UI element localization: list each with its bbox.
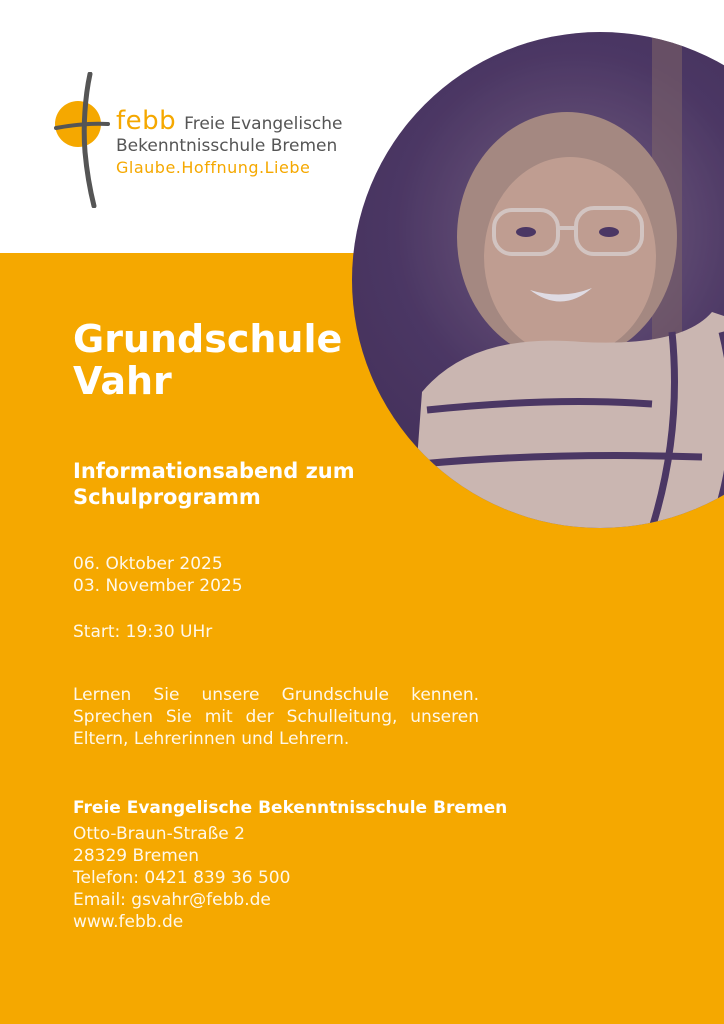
contact-city: 28329 Bremen — [73, 846, 200, 866]
logo-name-line2: Bekenntnisschule Bremen — [116, 136, 338, 156]
event-date: 03. November 2025 — [73, 576, 243, 596]
subtitle-line1: Informationsabend zum — [73, 459, 355, 483]
title-line1: Grundschule — [73, 317, 343, 361]
smiling-girl-photo — [352, 32, 724, 528]
contact-street: Otto-Braun-Straße 2 — [73, 824, 245, 844]
page-title — [73, 318, 342, 402]
start-time: Start: 19:30 UHr — [73, 622, 213, 642]
logo-motto: Glaube.Hoffnung.Liebe — [116, 158, 311, 177]
event-dates — [73, 553, 243, 597]
event-description: Lernen Sie unsere Grundschule kennen. Sprechen Sie mit der Schulleitung, unseren Eltern, Lehrerinnen und Lehrern. — [73, 685, 479, 749]
contact-email: Email: gsvahr@febb.de — [73, 890, 271, 910]
contact-website: www.febb.de — [73, 912, 184, 932]
subtitle-line2: Schulprogramm — [73, 485, 261, 509]
contact-details — [73, 823, 290, 933]
title-line2: Vahr — [73, 359, 172, 403]
logo-wordmark — [116, 108, 343, 176]
contact-school-name: Freie Evangelische Bekenntnisschule Bremen — [73, 798, 508, 818]
logo-name-line1: Freie Evangelische — [184, 114, 343, 134]
event-date: 06. Oktober 2025 — [73, 554, 223, 574]
school-logo — [52, 72, 352, 212]
cross-circle-icon — [52, 72, 112, 208]
logo-abbreviation: febb — [116, 106, 177, 136]
event-subtitle — [73, 458, 355, 510]
student-photo — [352, 32, 724, 528]
contact-phone: Telefon: 0421 839 36 500 — [73, 868, 291, 888]
